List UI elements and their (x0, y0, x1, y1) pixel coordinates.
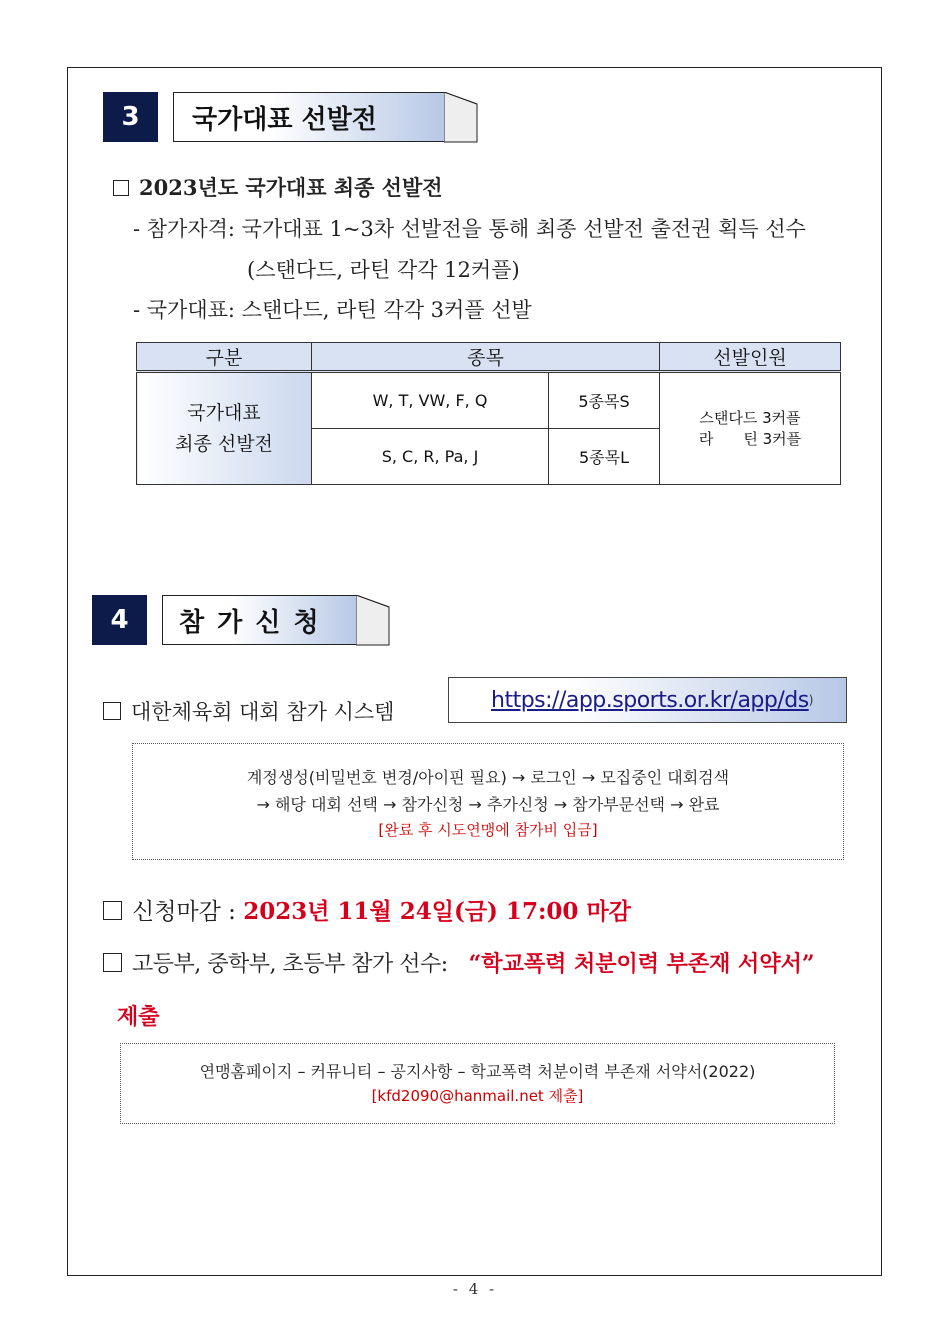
url-suffix: ) (808, 693, 814, 707)
table-events-cell: W, T, VW, F, Q (312, 372, 549, 429)
table-category-cell: 국가대표 최종 선발전 (137, 372, 312, 485)
table-row (137, 372, 841, 429)
section3-heading: 2023년도 국가대표 최종 선발전 (113, 172, 443, 202)
pledge-info-box (120, 1043, 835, 1124)
steps-note: [완료 후 시도연맹에 참가비 입금] (378, 821, 598, 839)
deadline-value: 2023년 11월 24일(금) 17:00 마감 (243, 898, 631, 925)
section-number: 4 (110, 605, 129, 635)
steps-line-1: 계정생성(비밀번호 변경/아이핀 필요) → 로그인 → 모집중인 대회검색 (246, 768, 730, 787)
checkbox-icon (103, 702, 121, 720)
page-number: - 4 - (452, 1280, 498, 1298)
checkbox-icon (103, 901, 122, 920)
table-quota-cell: 스탠다드 3커플 라 틴 3커플 (660, 372, 841, 485)
steps-line-2: → 해당 대회 선택 → 참가신청 → 추가신청 → 참가부문선택 → 완료 (256, 795, 720, 814)
section-title-box (173, 92, 446, 142)
folded-corner-icon (444, 92, 480, 144)
section-number: 3 (121, 102, 140, 132)
application-steps-box (132, 743, 844, 860)
table-header-row (137, 343, 841, 372)
qualification-text: - 참가자격: 국가대표 1~3차 선발전을 통해 최종 선발전 출전권 획득 선수 (133, 217, 806, 241)
selection-table (136, 342, 841, 485)
pledge-value: “학교폭력 처분이력 부존재 서약서” (468, 951, 815, 977)
pledge-line: 고등부, 중학부, 초등부 참가 선수: “학교폭력 처분이력 부존재 서약서” (103, 947, 814, 978)
checkbox-icon (103, 953, 122, 972)
pledge-email: [kfd2090@hanmail.net 제출] (371, 1087, 584, 1105)
table-header-category: 구분 (137, 343, 312, 372)
qualification-sub-text: (스탠다드, 라틴 각각 12커플) (247, 258, 520, 282)
table-events-cell: S, C, R, Pa, J (312, 429, 549, 485)
table-count-cell: 5종목S (549, 372, 660, 429)
folded-corner-icon (356, 595, 392, 647)
checkbox-icon (113, 180, 129, 196)
pledge-path: 연맹홈페이지 – 커뮤니티 – 공지사항 – 학교폭력 처분이력 부존재 서약서(2022) (199, 1062, 756, 1081)
system-label: 대한체육회 대회 참가 시스템 (103, 696, 394, 726)
section-title: 참 가 신 청 (179, 607, 321, 638)
pledge-submit: 제출 (117, 1004, 160, 1030)
national-team-text: - 국가대표: 스탠다드, 라틴 각각 3커플 선발 (133, 298, 532, 322)
section-title-box (162, 595, 358, 645)
table-header-quota: 선발인원 (660, 343, 841, 372)
section-number-box (92, 595, 147, 645)
table-header-events: 종목 (312, 343, 660, 372)
section-title: 국가대표 선발전 (192, 104, 377, 135)
table-count-cell: 5종목L (549, 429, 660, 485)
section-number-box (103, 92, 158, 142)
system-url-link[interactable]: https://app.sports.or.kr/app/ds (491, 687, 809, 713)
system-url-box (448, 677, 847, 723)
deadline-line: 신청마감 : 2023년 11월 24일(금) 17:00 마감 (103, 893, 631, 926)
